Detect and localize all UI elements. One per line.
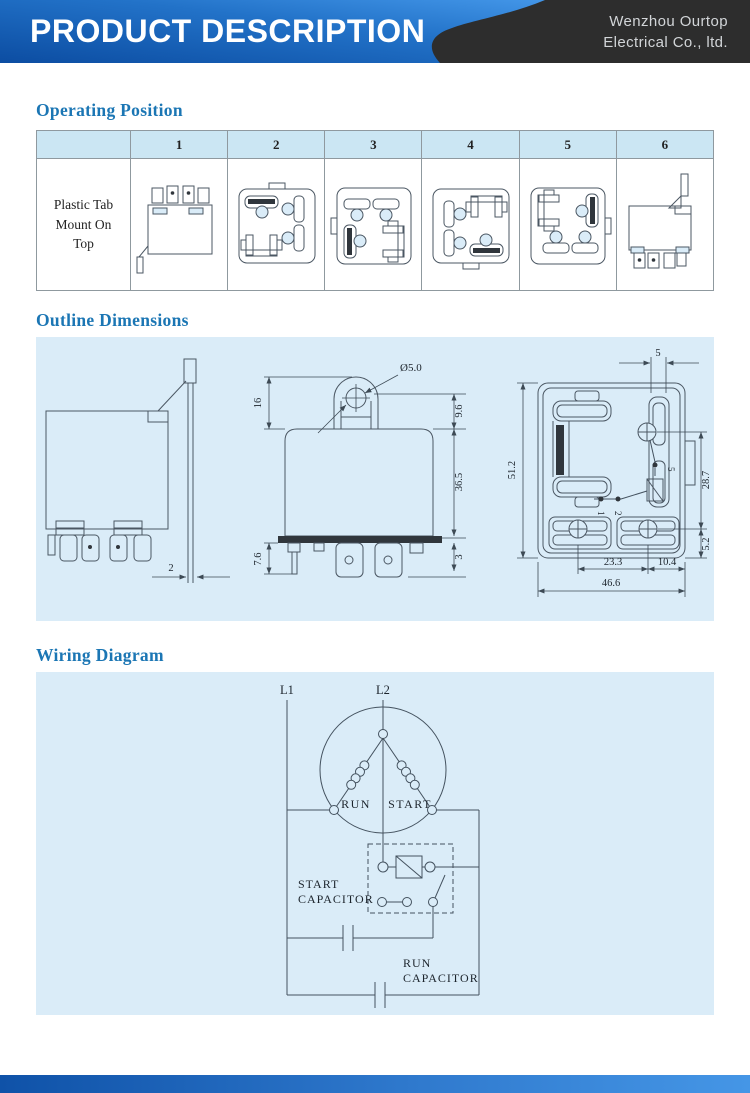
dim-terminal-length-label: 7.6 <box>253 552 264 566</box>
position-column-header-1: 1 <box>131 131 228 159</box>
start-capacitor-label-line-2: CAPACITOR <box>298 892 374 906</box>
dim-body-height-label: 36.5 <box>454 472 465 492</box>
dim-bracket-height-label: 16 <box>253 397 264 409</box>
relay-position-5 <box>519 159 616 291</box>
position-column-header-4: 4 <box>422 131 519 159</box>
relay-position-2-drawing <box>229 162 324 288</box>
position-column-header-2: 2 <box>228 131 325 159</box>
dim-body-length-label: 51.2 <box>507 460 518 480</box>
table-body-row <box>37 159 714 291</box>
start-capacitor-symbol <box>343 925 353 951</box>
dim-blade-offset-label: 3 <box>454 554 465 560</box>
position-column-header-3: 3 <box>325 131 422 159</box>
dim-tab-thickness-label: 2 <box>168 563 174 574</box>
row-label-line-1: Plastic Tab <box>53 197 114 213</box>
relay-position-6 <box>616 159 713 291</box>
terminal-2-label: 2 <box>613 511 623 516</box>
row-label-line-2: Mount On <box>55 216 112 232</box>
relay-position-4 <box>422 159 519 291</box>
line-l1-label: L1 <box>280 683 294 697</box>
outline-front-view-drawing <box>248 341 483 603</box>
dim-terminal-span-label: 28.7 <box>701 470 712 490</box>
run-winding-label: RUN <box>341 797 371 811</box>
corner-header-cell <box>37 131 131 159</box>
dim-hole-dia-label: Ø5.0 <box>400 362 422 374</box>
run-capacitor-label-line-1: RUN <box>403 956 432 970</box>
section-heading-outline-dimensions: Outline Dimensions <box>36 310 189 330</box>
company-line-2: Electrical Co., ltd. <box>603 33 728 51</box>
outline-side-view-drawing <box>40 345 252 607</box>
company-name <box>603 11 728 53</box>
terminal-5-label: 5 <box>666 467 676 472</box>
dim-pitch-2-edge-label: 10.4 <box>657 557 677 568</box>
outline-dimensions-panel <box>36 337 714 621</box>
relay-position-1-drawing <box>132 162 227 288</box>
dim-body-width-label: 46.6 <box>601 578 621 589</box>
relay-position-1 <box>131 159 228 291</box>
row-label-mounting <box>37 159 131 291</box>
start-capacitor-label-line-1: START <box>298 877 340 891</box>
relay-position-2 <box>228 159 325 291</box>
relay-position-6-drawing <box>617 162 712 288</box>
start-winding-label: START <box>388 797 432 811</box>
position-column-header-6: 6 <box>616 131 713 159</box>
terminal-1-label: 1 <box>596 511 606 516</box>
footer-bar <box>0 1075 750 1093</box>
line-l2-label: L2 <box>376 683 390 697</box>
run-capacitor-symbol <box>375 982 385 1008</box>
relay-position-3-drawing <box>326 162 421 288</box>
table-header-row <box>37 131 714 159</box>
dim-edge-offset-label: 5.2 <box>701 537 712 551</box>
company-line-1: Wenzhou Ourtop <box>609 12 728 30</box>
dim-bracket-top-label: 9.6 <box>454 404 465 418</box>
operating-position-table <box>36 130 714 291</box>
relay-position-4-drawing <box>423 162 518 288</box>
row-label-line-3: Top <box>73 236 94 252</box>
wiring-diagram-drawing <box>36 672 714 1015</box>
run-capacitor-label-line-2: CAPACITOR <box>403 971 479 985</box>
section-heading-operating-position: Operating Position <box>36 100 183 120</box>
wiring-diagram-panel <box>36 672 714 1015</box>
relay-position-3 <box>325 159 422 291</box>
section-heading-wiring-diagram: Wiring Diagram <box>36 645 164 665</box>
outline-bottom-view-drawing <box>501 339 714 604</box>
position-column-header-5: 5 <box>519 131 616 159</box>
header-bar <box>0 0 750 63</box>
dim-pitch-1-2-label: 23.3 <box>603 557 623 568</box>
dim-tab-width-label: 5 <box>655 348 661 359</box>
page-title: PRODUCT DESCRIPTION <box>30 13 426 49</box>
relay-position-5-drawing <box>520 162 615 288</box>
